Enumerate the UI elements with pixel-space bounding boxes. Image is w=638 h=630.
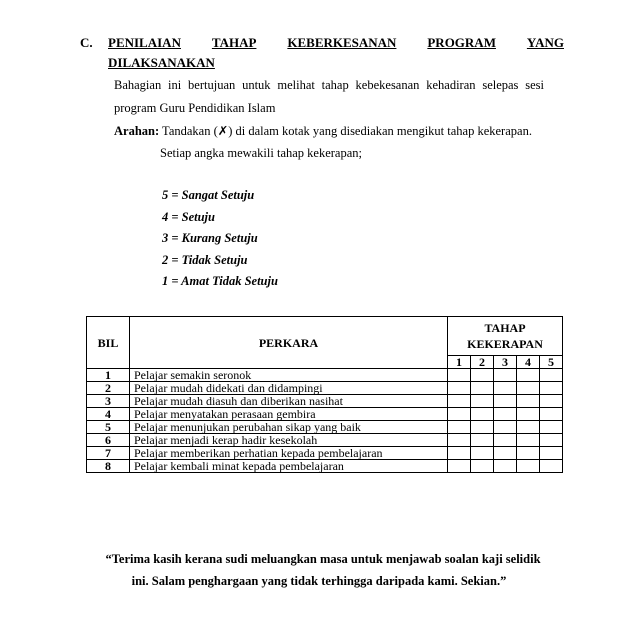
- scale-note: Setiap angka mewakili tahap kekerapan;: [160, 146, 363, 160]
- table-row: [87, 395, 563, 408]
- scale-item-3: 3 = Kurang Setuju: [162, 231, 258, 245]
- row-number: 6: [87, 434, 130, 447]
- rating-box[interactable]: [540, 382, 563, 395]
- tahap-line-1: TAHAP: [484, 321, 526, 335]
- heading-word: PENILAIAN: [108, 35, 181, 50]
- rating-box[interactable]: [448, 395, 471, 408]
- scale-item-5: 5 = Sangat Setuju: [162, 188, 255, 202]
- rating-box[interactable]: [471, 421, 494, 434]
- rating-box[interactable]: [540, 421, 563, 434]
- table-row: [87, 408, 563, 421]
- rating-box[interactable]: [517, 421, 540, 434]
- heading-word: YANG: [526, 35, 564, 50]
- row-item: Pelajar memberikan perhatian kepada pembelajaran: [130, 447, 448, 460]
- rating-box[interactable]: [448, 382, 471, 395]
- level-header: 2: [471, 356, 494, 369]
- closing-line-1: “Terima kasih kerana sudi meluangkan masa untuk menjawab soalan kaji selidik: [105, 552, 541, 566]
- rating-box[interactable]: [540, 369, 563, 382]
- rating-box[interactable]: [448, 421, 471, 434]
- rating-box[interactable]: [540, 434, 563, 447]
- rating-box[interactable]: [540, 447, 563, 460]
- table-row: [87, 369, 563, 382]
- rating-box[interactable]: [517, 395, 540, 408]
- scale-item-1: 1 = Amat Tidak Setuju: [162, 274, 278, 288]
- row-number: 3: [87, 395, 130, 408]
- instruction-label: Arahan:: [114, 124, 160, 138]
- row-item: Pelajar menunjukan perubahan sikap yang baik: [130, 421, 448, 434]
- rating-box[interactable]: [517, 382, 540, 395]
- row-number: 2: [87, 382, 130, 395]
- rating-box[interactable]: [471, 382, 494, 395]
- rating-box[interactable]: [517, 447, 540, 460]
- rating-box[interactable]: [494, 421, 517, 434]
- rating-box[interactable]: [540, 395, 563, 408]
- column-header-bil: BIL: [87, 317, 130, 369]
- rating-box[interactable]: [494, 408, 517, 421]
- rating-box[interactable]: [471, 460, 494, 473]
- scale-item-2: 2 = Tidak Setuju: [162, 253, 248, 267]
- rating-box[interactable]: [494, 447, 517, 460]
- level-header: 4: [517, 356, 540, 369]
- section-heading: [108, 35, 564, 51]
- rating-box[interactable]: [448, 369, 471, 382]
- row-item: Pelajar kembali minat kepada pembelajaran: [130, 460, 448, 473]
- rating-box[interactable]: [448, 434, 471, 447]
- rating-box[interactable]: [471, 395, 494, 408]
- row-number: 8: [87, 460, 130, 473]
- rating-box[interactable]: [494, 395, 517, 408]
- rating-box[interactable]: [540, 408, 563, 421]
- row-number: 7: [87, 447, 130, 460]
- row-item: Pelajar mudah diasuh dan diberikan nasihat: [130, 395, 448, 408]
- table-row: [87, 421, 563, 434]
- rating-box[interactable]: [517, 369, 540, 382]
- level-header: 1: [448, 356, 471, 369]
- section-letter: C.: [80, 35, 93, 50]
- rating-box[interactable]: [471, 369, 494, 382]
- table-row: [87, 447, 563, 460]
- tahap-line-2: KEKERAPAN: [467, 337, 543, 351]
- row-item: Pelajar menjadi kerap hadir kesekolah: [130, 434, 448, 447]
- rating-box[interactable]: [517, 434, 540, 447]
- rating-box[interactable]: [471, 408, 494, 421]
- heading-word: KEBERKESANAN: [287, 35, 397, 50]
- level-header: 5: [540, 356, 563, 369]
- rating-box[interactable]: [494, 369, 517, 382]
- instruction-text: Tandakan (✗) di dalam kotak yang disediakan mengikut tahap kekerapan.: [159, 124, 532, 138]
- rating-box[interactable]: [471, 447, 494, 460]
- row-number: 4: [87, 408, 130, 421]
- intro-line-2: program Guru Pendidikan Islam: [114, 101, 276, 115]
- rating-box[interactable]: [471, 434, 494, 447]
- rating-box[interactable]: [517, 408, 540, 421]
- closing-line-2: ini. Salam penghargaan yang tidak terhingga daripada kami. Sekian.”: [131, 574, 507, 588]
- row-number: 5: [87, 421, 130, 434]
- rating-box[interactable]: [494, 434, 517, 447]
- rating-box[interactable]: [448, 408, 471, 421]
- heading-word: PROGRAM: [427, 35, 496, 50]
- table-row: [87, 434, 563, 447]
- heading-word: TAHAP: [211, 35, 257, 50]
- rating-box[interactable]: [494, 460, 517, 473]
- row-item: Pelajar semakin seronok: [130, 369, 448, 382]
- section-heading-continued: DILAKSANAKAN: [108, 55, 215, 70]
- table-row: [87, 460, 563, 473]
- column-header-perkara: PERKARA: [130, 317, 448, 369]
- row-item: Pelajar mudah didekati dan didampingi: [130, 382, 448, 395]
- survey-table: [86, 316, 563, 473]
- scale-item-4: 4 = Setuju: [162, 210, 215, 224]
- column-header-tahap: [448, 317, 563, 356]
- rating-box[interactable]: [517, 460, 540, 473]
- level-header: 3: [494, 356, 517, 369]
- rating-box[interactable]: [494, 382, 517, 395]
- row-number: 1: [87, 369, 130, 382]
- rating-box[interactable]: [448, 447, 471, 460]
- intro-line-1: Bahagian ini bertujuan untuk melihat tahap kebekesanan kehadiran selepas sesi: [114, 78, 544, 92]
- row-item: Pelajar menyatakan perasaan gembira: [130, 408, 448, 421]
- rating-box[interactable]: [540, 460, 563, 473]
- table-row: [87, 382, 563, 395]
- instruction: [114, 123, 532, 139]
- rating-box[interactable]: [448, 460, 471, 473]
